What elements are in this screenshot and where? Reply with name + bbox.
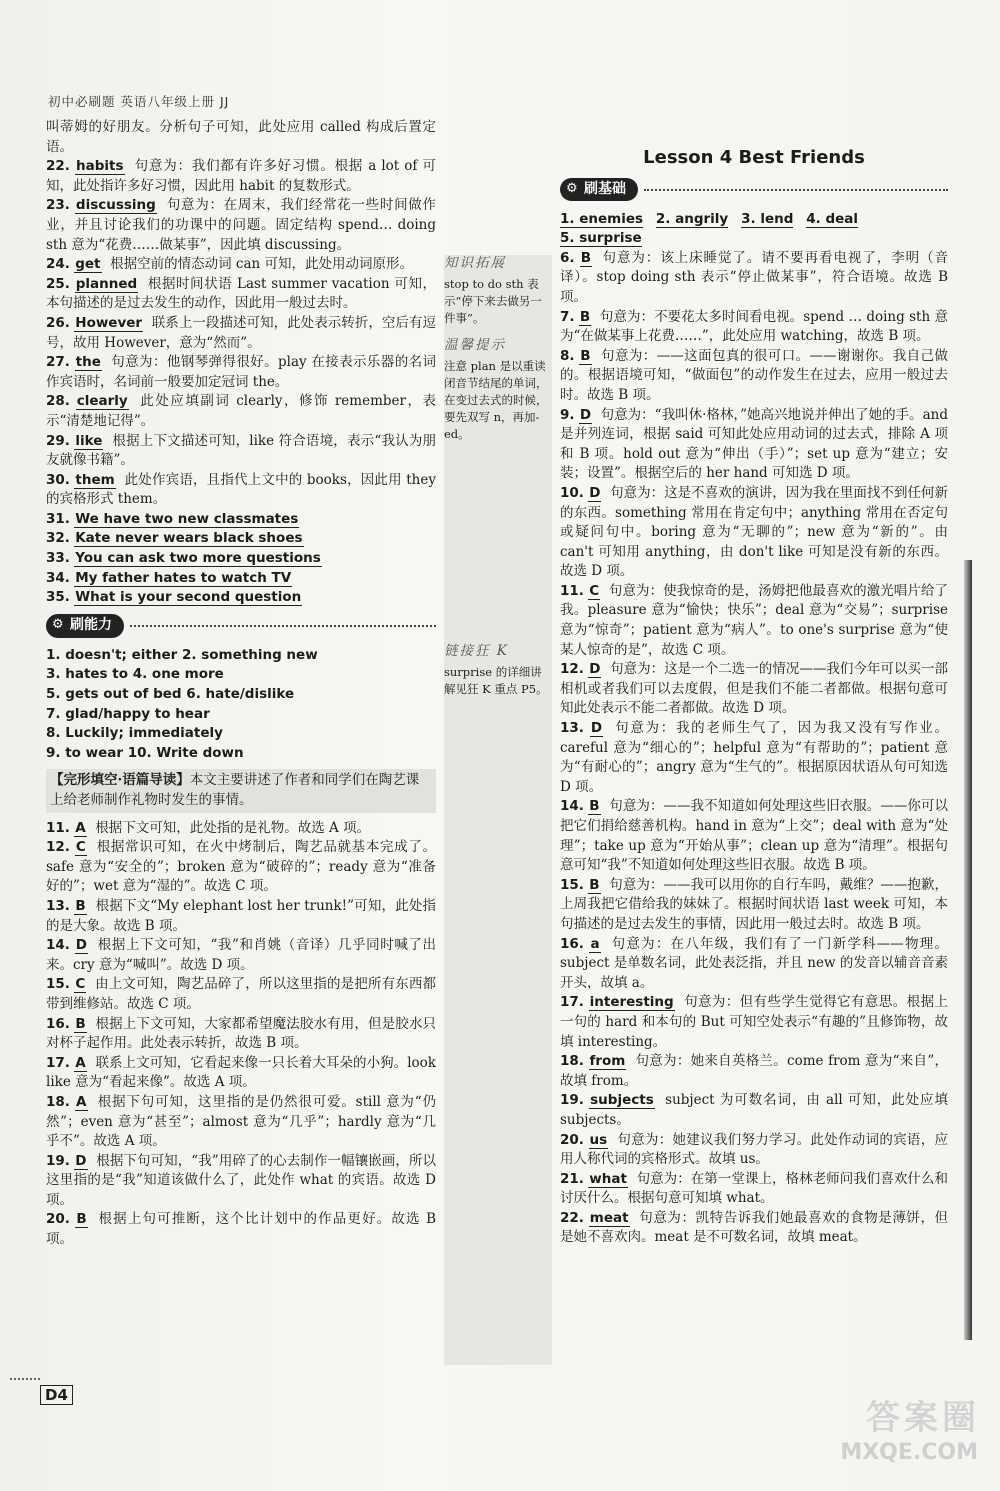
item-answer: A	[75, 1054, 86, 1071]
jichu-answer: 3. lend	[741, 210, 794, 227]
nengli-row: 9. to wear 10. Write down	[46, 744, 244, 761]
item-answer: C	[75, 976, 86, 993]
tip-link	[444, 643, 552, 698]
page-number: D4	[40, 1385, 73, 1405]
item-answer: get	[75, 256, 101, 273]
item-explanation: 根据上句可推断，这个比计划中的作品更好。故选 B 项。	[46, 1211, 436, 1248]
right-item	[560, 406, 948, 484]
guide-tag: 【完形填空·语篇导读】	[50, 772, 190, 789]
item-number: 12.	[560, 661, 584, 678]
right-item	[560, 660, 948, 719]
item-explanation: 句意为：——我可以用你的自行车吗，戴维？——抱歉，上周我把它借给我的妹妹了。根据时间状语 last week 可知，本句描述的是过去发生的事情，因此用一般过去时。故选 B 项。	[560, 876, 949, 932]
item-answer: interesting	[589, 994, 674, 1011]
left-answer-list	[46, 118, 436, 608]
item-answer: D	[75, 937, 88, 954]
item-number: 27.	[46, 354, 70, 371]
item-answer: D	[590, 720, 603, 737]
item-number: 22.	[46, 158, 70, 175]
right-answer-list	[560, 249, 948, 1248]
tip-text: 注意 plan 是以重读闭音节结尾的单词，在变过去式的时候，要先双写 n，再加-ed。	[444, 359, 548, 441]
item-explanation: 句意为：该上床睡觉了。请不要再看电视了，李明（音译）。stop doing sth 表示“停止做某事”，符合语境。故选 B 项。	[560, 249, 948, 305]
item-answer: subjects	[590, 1092, 654, 1109]
item-answer: D	[589, 661, 601, 678]
tip-text: surprise 的详细讲解见狂 K 重点 P5。	[444, 665, 548, 696]
item-answer: A	[76, 1093, 87, 1110]
item-explanation: 根据下句可知，这里指的是仍然很可爱。still 意为“仍然”；even 意为“甚至”；almost 意为“几乎”；hardly 意为“几乎不”。故选 A 项。	[46, 1093, 436, 1150]
jichu-answer: 1. enemies	[560, 210, 644, 227]
item-answer: My father hates to watch TV	[75, 569, 292, 586]
watermark-url: MXQE.COM	[840, 1440, 978, 1465]
item-number: 25.	[46, 275, 70, 292]
item-explanation: 根据时间状语 Last summer vacation 可知，本句描述的是过去发生的动作，因此用一般过去时。	[46, 275, 436, 312]
item-explanation: 句意为：在八年级，我们有了一门新学科——物理。subject 是单数名词，此处表泛指，并且 new 的发音以辅音音素开头，故填 a。	[560, 935, 948, 991]
item-number: 14.	[560, 798, 584, 815]
item-number: 33.	[46, 550, 70, 567]
footer-dots	[10, 1378, 40, 1380]
cloze-item	[46, 819, 436, 839]
left-item	[46, 196, 436, 255]
item-answer: B	[580, 347, 591, 364]
item-explanation: 根据下文“My elephant lost her trunk!”可知，此处指的是大象。故选 B 项。	[46, 897, 436, 934]
item-number: 17.	[46, 1054, 70, 1071]
left-item	[46, 157, 436, 196]
item-number: 11.	[46, 819, 70, 836]
section-badge-jichu: ⚙ 刷基础	[560, 178, 638, 202]
item-number: 15.	[46, 976, 70, 993]
item-number: 15.	[560, 876, 584, 893]
item-answer: B	[580, 249, 592, 266]
right-item	[560, 1052, 948, 1091]
right-item	[560, 993, 948, 1052]
item-answer: habits	[76, 158, 124, 175]
item-explanation: 联系上文可知，它看起来像一只长着大耳朵的小狗。look like 意为“看起来像”。故选 A 项。	[46, 1054, 436, 1091]
tip-knowledge	[444, 255, 552, 327]
item-number: 6.	[560, 249, 575, 266]
left-item	[46, 510, 436, 530]
jichu-answer: 4. deal	[806, 210, 859, 227]
item-answer: meat	[589, 1209, 629, 1226]
right-item	[560, 876, 948, 935]
page-edge-shadow	[964, 560, 972, 1340]
item-explanation: 根据上下文描述可知，like 符合语境，表示“我认为朋友就像书籍”。	[46, 432, 437, 469]
item-answer: clearly	[76, 393, 128, 410]
item-explanation: 叫蒂姆的好朋友。分析句子可知，此处应用 called 构成后置定语。	[46, 119, 436, 155]
nengli-row: 7. glad/happy to hear	[46, 705, 210, 722]
right-column	[560, 148, 948, 1248]
nengli-row: 1. doesn't; either 2. something new	[46, 646, 318, 663]
right-item	[560, 1170, 948, 1209]
item-explanation: 句意为：在第一堂课上，格林老师问我们喜欢什么和讨厌什么。根据句意可知填 what。	[560, 1170, 949, 1207]
item-explanation: 句意为：他钢琴弹得很好。play 在接表示乐器的名词作宾语时，名词前一般要加定冠词 the。	[46, 354, 437, 390]
item-number: 26.	[46, 314, 70, 331]
nengli-row: 8. Luckily; immediately	[46, 725, 223, 742]
item-number: 21.	[560, 1170, 584, 1187]
item-explanation: 句意为：——我不知道如何处理这些旧衣服。——你可以把它们捐给慈善机构。hand in 意为“上交”；deal with 意为“处理”；take up 意为“开始从事”；clean up 意为“清理”。根据句意可知“我”不知道如何处理这些旧衣服。故选 B 项。	[560, 798, 949, 874]
item-answer: C	[75, 839, 86, 856]
item-number: 11.	[560, 582, 584, 599]
item-answer: B	[589, 798, 600, 815]
tip-heading: 链接狂 K	[444, 643, 509, 659]
item-number: 13.	[560, 720, 584, 737]
right-item	[560, 1209, 948, 1248]
left-item	[46, 314, 436, 353]
item-number: 9.	[560, 406, 575, 423]
item-explanation: 句意为：她建议我们努力学习。此处作动词的宾语，应用人称代词的宾格形式。故填 us。	[560, 1131, 949, 1168]
item-answer: What is your second question	[75, 589, 302, 606]
jichu-answer: 2. angrily	[655, 210, 729, 227]
cloze-item	[46, 1152, 436, 1211]
item-explanation: 此处应填副词 clearly，修饰 remember，表示“清楚地记得”。	[46, 393, 436, 429]
item-number: 17.	[560, 994, 584, 1011]
item-explanation: 句意为：我的老师生气了，因为我又没有写作业。careful 意为“细心的”；helpful 意为“有帮助的”；patient 意为“有耐心的”；angry 意为“生气的”。根据原因状语从句可知选 D 项。	[560, 720, 948, 795]
reading-guide	[46, 769, 436, 812]
item-answer: B	[76, 1211, 87, 1228]
right-item	[560, 347, 948, 406]
item-answer: discussing	[75, 197, 156, 214]
left-item	[46, 549, 436, 569]
cloze-item	[46, 897, 436, 936]
item-answer: C	[589, 582, 600, 599]
item-answer: the	[75, 354, 101, 371]
left-item	[46, 569, 436, 589]
cloze-answer-list	[46, 819, 436, 1250]
item-number: 28.	[46, 393, 70, 410]
item-answer: B	[75, 1015, 86, 1032]
item-number: 14.	[46, 937, 70, 954]
item-number: 29.	[46, 432, 70, 449]
tip-heading: 温馨提示	[444, 337, 506, 353]
item-explanation: 根据常识可知，在火中烤制后，陶艺品就基本完成了。safe 意为“安全的”；broken 意为“破碎的”；ready 意为“准备好的”；wet 意为“湿的”。故选 C 项。	[46, 839, 437, 895]
right-item	[560, 935, 948, 994]
section-badge-nengli: ⚙ 刷能力	[46, 614, 124, 638]
margin-tips-column	[444, 255, 552, 1365]
item-explanation: 句意为：她来自英格兰。come from 意为“来自”，故填 from。	[560, 1053, 948, 1089]
jichu-answer: 5. surprise	[560, 230, 642, 247]
item-explanation: 句意为：“我叫休·格林，”她高兴地说并伸出了她的手。and 是并列连词，根据 said 可知此处应用动词的过去式，排除 A 项和 B 项。hold out 意为“伸出（手）”；set up 意为“建立；安装；设置”。根据空后的 her hand 可知选 D 项。	[560, 406, 948, 482]
item-number: 24.	[46, 256, 70, 273]
item-explanation: 句意为：在周末，我们经常花一些时间做作业，并且讨论我们的功课中的问题。固定结构 spend… doing sth 意为“花费……做某事”，因此填 discussing。	[46, 197, 436, 253]
jichu-row	[560, 210, 948, 230]
cloze-item	[46, 838, 436, 897]
item-explanation: 句意为：不要花太多时间看电视。spend … doing sth 意为“在做某事上花费……”，此处应用 watching，故选 B 项。	[560, 308, 949, 345]
right-item	[560, 1131, 948, 1170]
item-answer: what	[589, 1170, 627, 1187]
item-explanation: 句意为：凯特告诉我们她最喜欢的食物是薄饼，但是她不喜欢肉。meat 是不可数名词，故填 meat。	[560, 1209, 948, 1246]
watermark-logo: 答案圈	[866, 1398, 980, 1438]
item-explanation: 句意为：使我惊奇的是，汤姆把他最喜欢的激光唱片给了我。pleasure 意为“愉快；快乐”；deal 意为“交易”；surprise 意为“惊奇”；patient 意为“病人”。to one's surprise 意为“使某人惊奇的是”，故选 C 项。	[560, 582, 948, 658]
cloze-item	[46, 1054, 436, 1093]
right-item	[560, 484, 948, 582]
left-item	[46, 588, 436, 608]
item-answer: We have two new classmates	[75, 510, 299, 527]
right-item	[560, 249, 948, 308]
nengli-row: 3. hates to 4. one more	[46, 666, 224, 683]
cloze-item	[46, 975, 436, 1014]
item-number: 13.	[46, 897, 70, 914]
tip-reminder	[444, 337, 552, 443]
right-item	[560, 719, 948, 797]
section-divider	[644, 189, 948, 191]
cloze-item	[46, 1093, 436, 1152]
item-number: 20.	[46, 1211, 70, 1228]
item-number: 10.	[560, 484, 584, 501]
cloze-item	[46, 1015, 436, 1054]
left-item	[46, 255, 436, 275]
item-answer: from	[589, 1053, 626, 1070]
running-header: 初中必刷题 英语八年级上册 JJ	[48, 94, 230, 109]
left-item	[46, 432, 436, 471]
item-explanation: 句意为：这是一个二选一的情况——我们今年可以买一部相机或者我们可以去度假，但是我们不能二者都做。根据句意可知此处表示不能二者都做。故选 D 项。	[560, 661, 948, 717]
left-item	[46, 275, 436, 314]
item-number: 22.	[560, 1209, 584, 1226]
left-item	[46, 118, 436, 157]
left-column	[46, 118, 436, 1250]
item-explanation: 句意为：这是不喜欢的演讲，因为我在里面找不到任何新的东西。something 常用在肯定句中；anything 常用在否定句或疑问句中。boring 意为“无聊的”；new 意为“新的”。由 can't 可知用 anything，由 don't like 可知是没有新的东西。故选 D 项。	[560, 484, 948, 580]
item-explanation: 根据下句可知，“我”用碎了的心去制作一幅镶嵌画，所以这里指的是“我”知道该做什么了，此处作 what 的宾语。故选 D 项。	[46, 1152, 436, 1208]
item-number: 30.	[46, 471, 70, 488]
nengli-answers	[46, 646, 436, 764]
item-number: 31.	[46, 510, 70, 527]
item-explanation: 根据上下文可知，“我”和肖姚（音译）几乎同时喊了出来。cry 意为“喊叫”。故选 D 项。	[46, 937, 436, 973]
item-explanation: 联系上一段描述可知，此处表示转折，空后有逗号，故用 However，意为“然而”。	[46, 314, 437, 351]
jichu-row	[560, 229, 948, 249]
item-answer: B	[75, 897, 86, 914]
item-number: 16.	[46, 1015, 70, 1032]
item-answer: D	[589, 484, 601, 501]
section-divider	[130, 625, 436, 627]
item-number: 18.	[46, 1093, 70, 1110]
right-item	[560, 308, 948, 347]
cloze-item	[46, 936, 436, 975]
lesson-title: Lesson 4 Best Friends	[643, 147, 865, 168]
guide-text: 本文主要讲述了作者和同学们在陶艺课上给老师制作礼物时发生的事情。	[50, 772, 420, 808]
item-explanation: 根据下文可知，此处指的是礼物。故选 A 项。	[95, 819, 371, 836]
item-number: 19.	[560, 1092, 584, 1109]
item-answer: A	[75, 819, 86, 836]
item-number: 20.	[560, 1131, 584, 1148]
item-answer: B	[589, 876, 600, 893]
item-explanation: 根据空前的情态动词 can 可知，此处用动词原形。	[110, 256, 413, 273]
item-number: 23.	[46, 197, 70, 214]
item-explanation: subject 为可数名词，由 all 可知，此处应填 subjects。	[560, 1092, 948, 1128]
item-answer: You can ask two more questions	[75, 550, 321, 567]
item-explanation: 句意为：我们都有许多好习惯。根据 a lot of 可知，此处指许多好习惯，因此用 habit 的复数形式。	[46, 158, 436, 194]
tip-heading: 知识拓展	[444, 255, 506, 271]
jichu-answers	[560, 210, 948, 249]
left-item	[46, 392, 436, 431]
left-item	[46, 471, 436, 510]
item-answer: a	[590, 935, 600, 952]
item-number: 19.	[46, 1152, 70, 1169]
cloze-item	[46, 1210, 436, 1249]
section-bar-nengli	[46, 612, 436, 640]
item-number: 7.	[560, 308, 575, 325]
right-item	[560, 1091, 948, 1130]
item-answer: like	[75, 432, 103, 449]
item-number: 12.	[46, 839, 70, 856]
item-answer: D	[75, 1152, 87, 1169]
item-number: 16.	[560, 935, 584, 952]
item-answer: planned	[75, 275, 138, 292]
section-bar-jichu	[560, 176, 948, 204]
item-explanation: 句意为：——这面包真的很可口。——谢谢你。我自己做的。根据语境可知，“做面包”的动作发生在过去，应用一般过去时。故选 B 项。	[560, 347, 949, 403]
item-answer: However	[75, 314, 143, 331]
item-answer: us	[589, 1131, 608, 1148]
item-answer: B	[579, 308, 591, 325]
item-number: 34.	[46, 569, 70, 586]
left-item	[46, 353, 436, 392]
item-number: 8.	[560, 347, 575, 364]
item-number: 18.	[560, 1053, 584, 1070]
item-explanation: 根据上下文可知，大家都希望魔法胶水有用，但是胶水只对杯子起作用。此处表示转折，故选 B 项。	[46, 1015, 436, 1052]
tip-text: stop to do sth 表示“停下来去做另一件事”。	[444, 277, 542, 325]
item-explanation: 此处作宾语，且指代上文中的 books，因此用 they 的宾格形式 them。	[46, 471, 436, 508]
nengli-row: 5. gets out of bed 6. hate/dislike	[46, 686, 295, 703]
right-item	[560, 797, 948, 875]
item-number: 35.	[46, 589, 70, 606]
right-item	[560, 582, 948, 660]
item-answer: Kate never wears black shoes	[75, 530, 303, 547]
item-explanation: 句意为：但有些学生觉得它有意思。根据上一句的 hard 和本句的 But 可知空处表示“有趣的”且修饰物，故填 interesting。	[560, 994, 948, 1050]
item-answer: D	[579, 406, 592, 423]
item-answer: them	[75, 471, 115, 488]
item-number: 32.	[46, 530, 70, 547]
left-item	[46, 529, 436, 549]
item-explanation: 由上文可知，陶艺品碎了，所以这里指的是把所有东西都带到维修站。故选 C 项。	[46, 976, 437, 1012]
